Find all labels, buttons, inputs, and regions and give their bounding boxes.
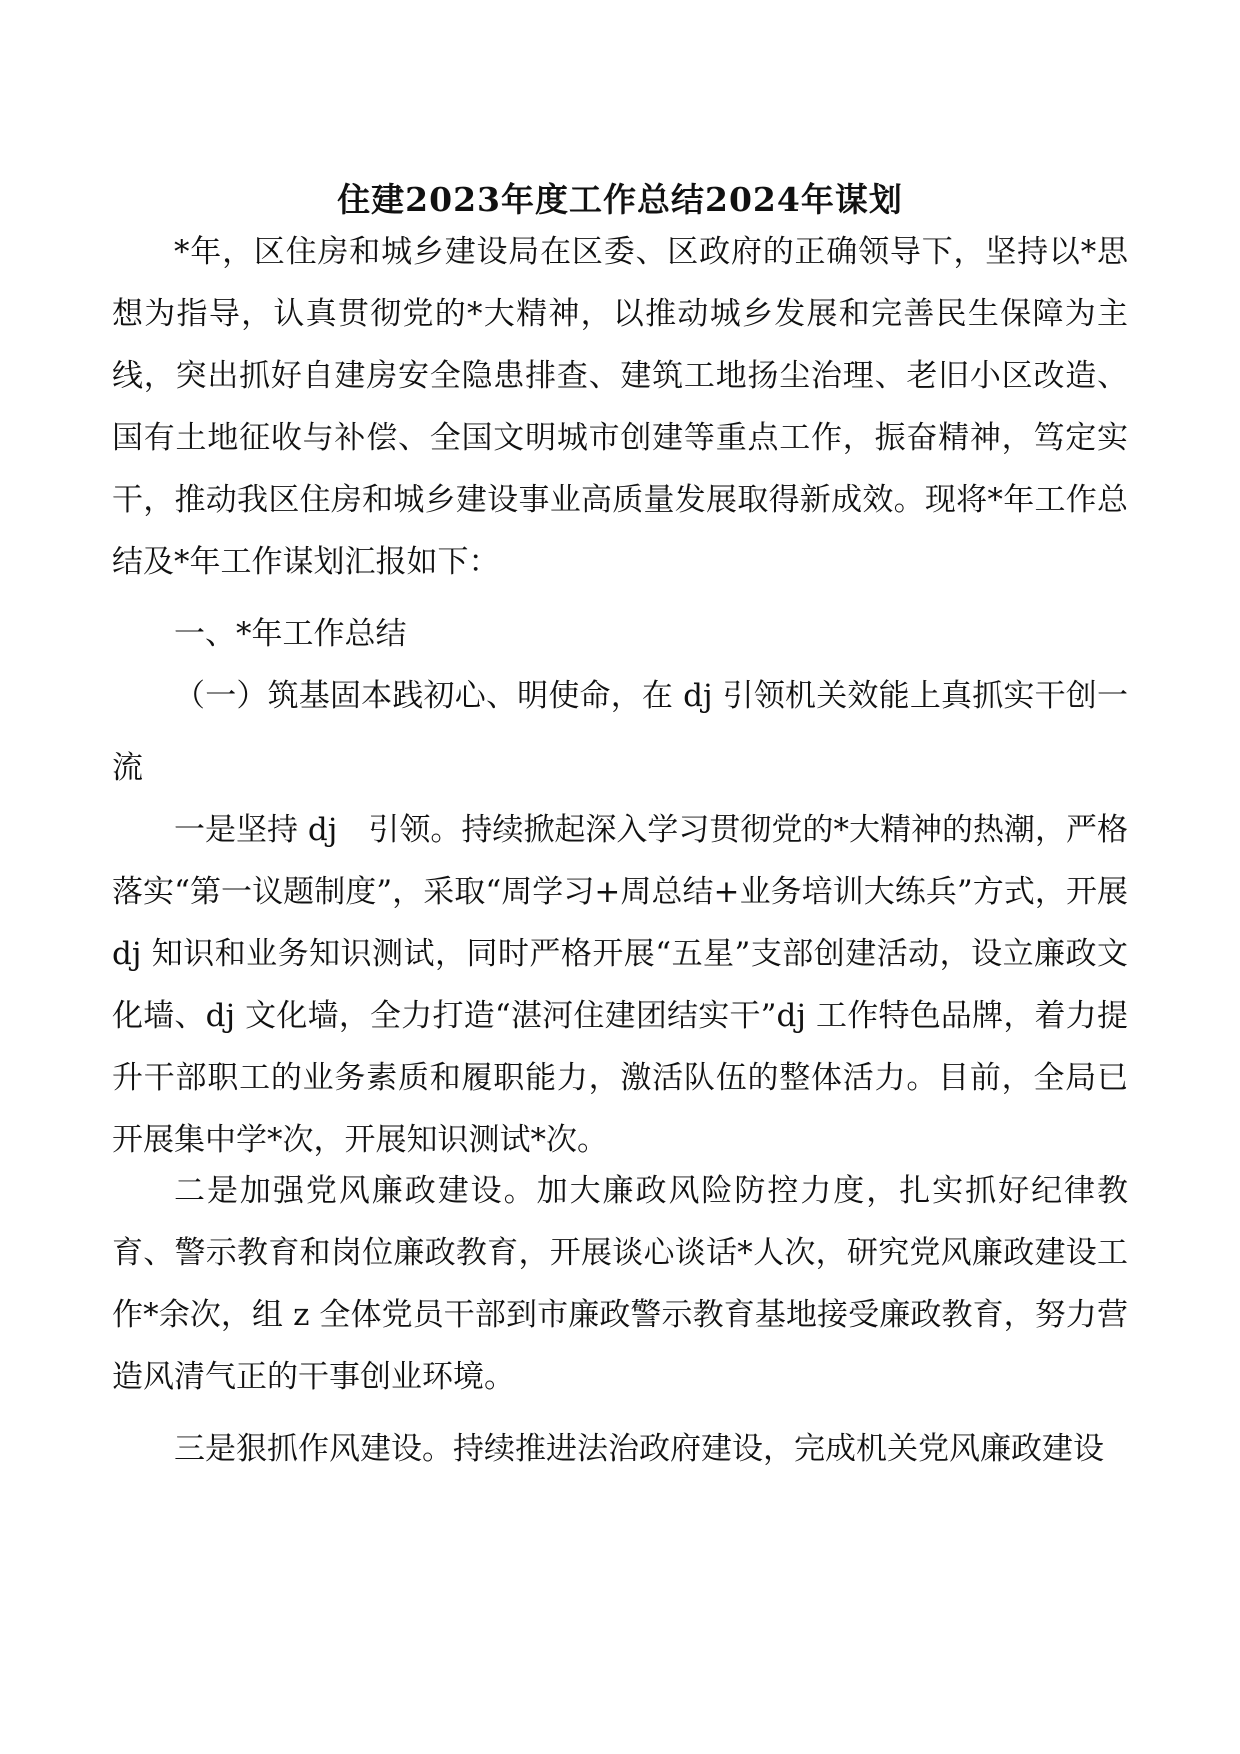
point-one-paragraph: 一是坚持 dj 引领。持续掀起深入学习贯彻党的*大精神的热潮，严格落实“第一议题制度”，采取“周学习+周总结+业务培训大练兵”方式，开展dj 知识和业务知识测试，同时严格开展“五星”支部创建活动，设立廉政文化墙、dj 文化墙，全力打造“湛河住建团结实干”dj 工作特色品牌，着力提升干部职工的业务素质和履职能力，激活队伍的整体活力。目前，全局已开展集中学*次，开展知识测试*次。	[112, 812, 1128, 1158]
subsection-heading: （一）筑基固本践初心、明使命，在 dj 引领机关效能上真抓实干创一流	[112, 678, 1128, 786]
point-three-paragraph: 三是狠抓作风建设。持续推进法治政府建设，完成机关党风廉政建设	[174, 1431, 1104, 1467]
point-two-paragraph: 二是加强党风廉政建设。加大廉政风险防控力度，扎实抓好纪律教育、警示教育和岗位廉政教育，开展谈心谈话*人次，研究党风廉政建设工作*余次，组 z 全体党员干部到市廉政警示教育基地接受廉政教育，努力营造风清气正的干事创业环境。	[112, 1173, 1128, 1395]
intro-paragraph: *年，区住房和城乡建设局在区委、区政府的正确领导下，坚持以*思想为指导，认真贯彻党的*大精神，以推动城乡发展和完善民生保障为主线，突出抓好自建房安全隐患排查、建筑工地扬尘治理、老旧小区改造、国有土地征收与补偿、全国文明城市创建等重点工作，振奋精神，笃定实干，推动我区住房和城乡建设事业高质量发展取得新成效。现将*年工作总结及*年工作谋划汇报如下：	[112, 234, 1128, 580]
document-title: 住建2023年度工作总结2024年谋划	[337, 180, 903, 219]
section-heading: 一、*年工作总结	[174, 616, 407, 652]
